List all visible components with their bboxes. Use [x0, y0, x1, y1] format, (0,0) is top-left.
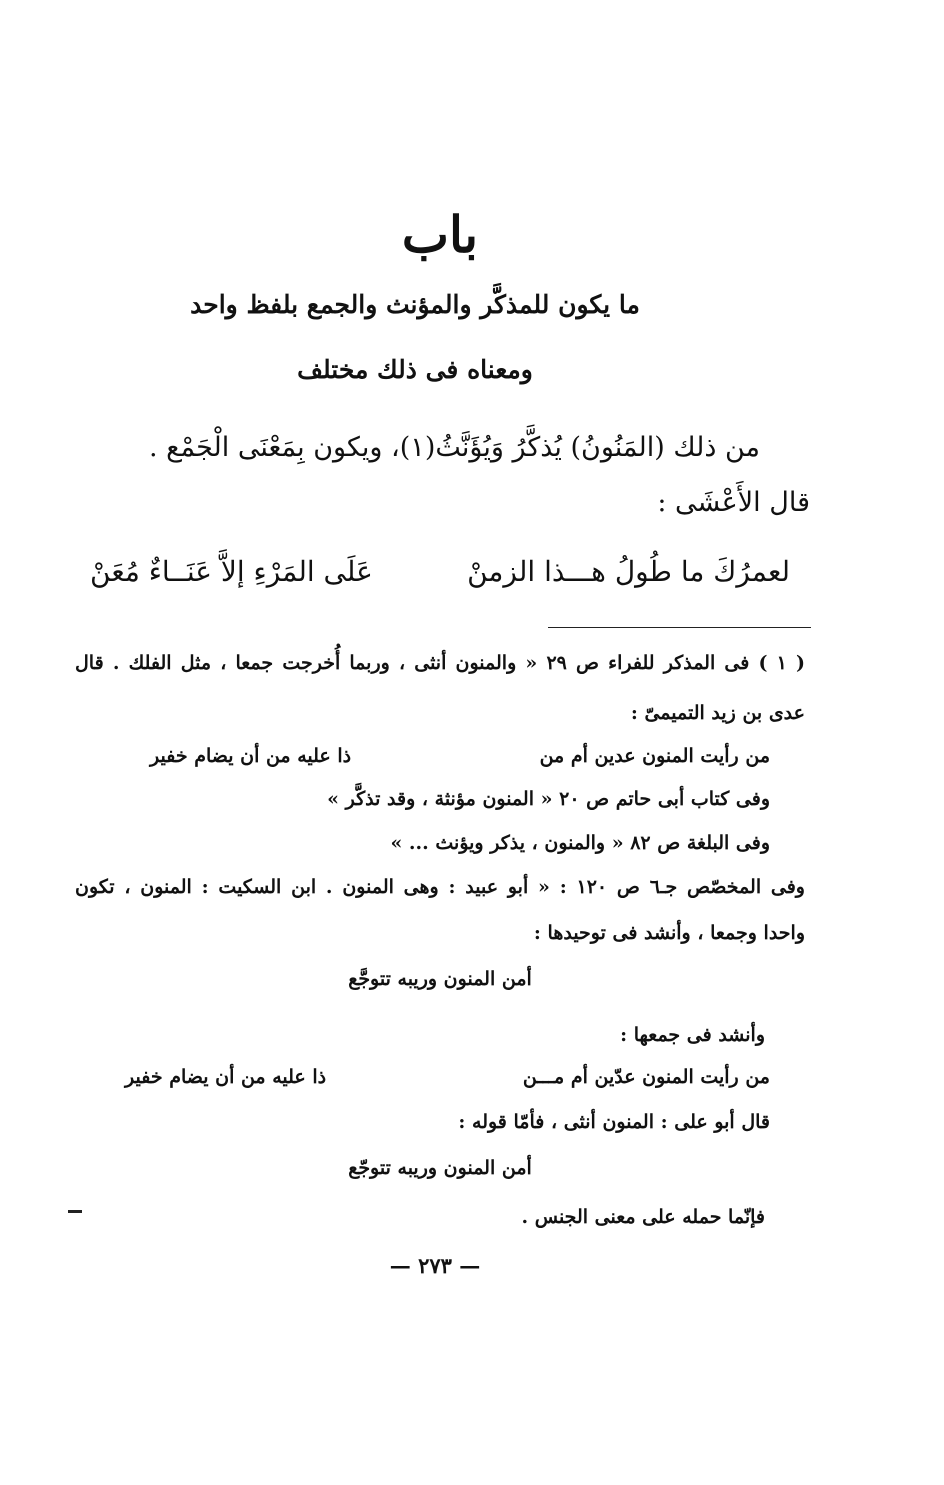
- footnote-line-1: ( ١ ) فى المذكر للفراء ص ٢٩ « والمنون أنثى ، وربما أُخرجت جمعا ، مثل الفلك . قال: [75, 652, 806, 674]
- body-line-1: من ذلك (المَنُونُ) يُذكَّرُ وَيُؤَنَّثُ(١)، ويكون بِمَعْنَى الْجَمْع .: [148, 432, 760, 463]
- footnote-divider: [548, 627, 811, 628]
- footnote-line-7: واحدا وجمعا ، وأنشد فى توحيدها :: [533, 922, 805, 944]
- footnote-verse-1-first: من رأيت المنون عدين أم من: [539, 745, 770, 767]
- body-line-2: قال الأَعْشَى :: [657, 487, 810, 518]
- footnote-verse-2: [125, 1066, 770, 1088]
- footnote-line-13: فإنّما حمله على معنى الجنس .: [521, 1206, 765, 1228]
- verse-second-hemistich: عَلَى المَرْءِ إلاَّ عَنَــاءٌ مُعَنْ: [90, 555, 373, 588]
- footnote-line-5: وفى البلغة ص ٨٢ « والمنون ، يذكر ويؤنث ... »: [390, 832, 770, 854]
- footnote-line-2: عدى بن زيد التميمىّ :: [630, 702, 805, 724]
- footnote-verse-2-second: ذا عليه من أن يضام خفير: [125, 1066, 327, 1088]
- footnote-verse-1-second: ذا عليه من أن يضام خفير: [150, 745, 352, 767]
- footnote-line-6: وفى المخصّص جـ٦ ص ١٢٠ : « أبو عبيد : وهى المنون . ابن السكيت : المنون ، تكون: [75, 876, 805, 898]
- chapter-subtitle-1: ما يكون للمذكَّر والمؤنث والجمع بلفظ واحد: [190, 290, 640, 319]
- verse-first-hemistich: لعمرُكَ ما طُولُ هـــذا الزمنْ: [467, 555, 790, 588]
- footnote-quote-2: أمن المنون وريبه تتوجّع: [348, 1157, 532, 1179]
- poem-verse: [90, 555, 790, 588]
- chapter-subtitle-2: ومعناه فى ذلك مختلف: [297, 355, 533, 384]
- footnote-line-4: وفى كتاب أبى حاتم ص ٢٠ « المنون مؤنثة ، وقد تذكَّر »: [327, 788, 770, 810]
- page-number: — ٢٧٣ —: [389, 1253, 481, 1278]
- footnote-quote-1: أمن المنون وريبه تتوجَّع: [348, 968, 532, 990]
- footnote-verse-1: [150, 745, 770, 767]
- footnote-line-9: وأنشد فى جمعها :: [620, 1024, 765, 1046]
- footnote-line-11: قال أبو على : المنون أنثى ، فأمّا قوله :: [458, 1111, 770, 1133]
- footnote-verse-2-first: من رأيت المنون عدّين أم مـــن: [522, 1066, 770, 1088]
- margin-dash: [68, 1210, 82, 1213]
- chapter-heading: باب: [401, 205, 479, 264]
